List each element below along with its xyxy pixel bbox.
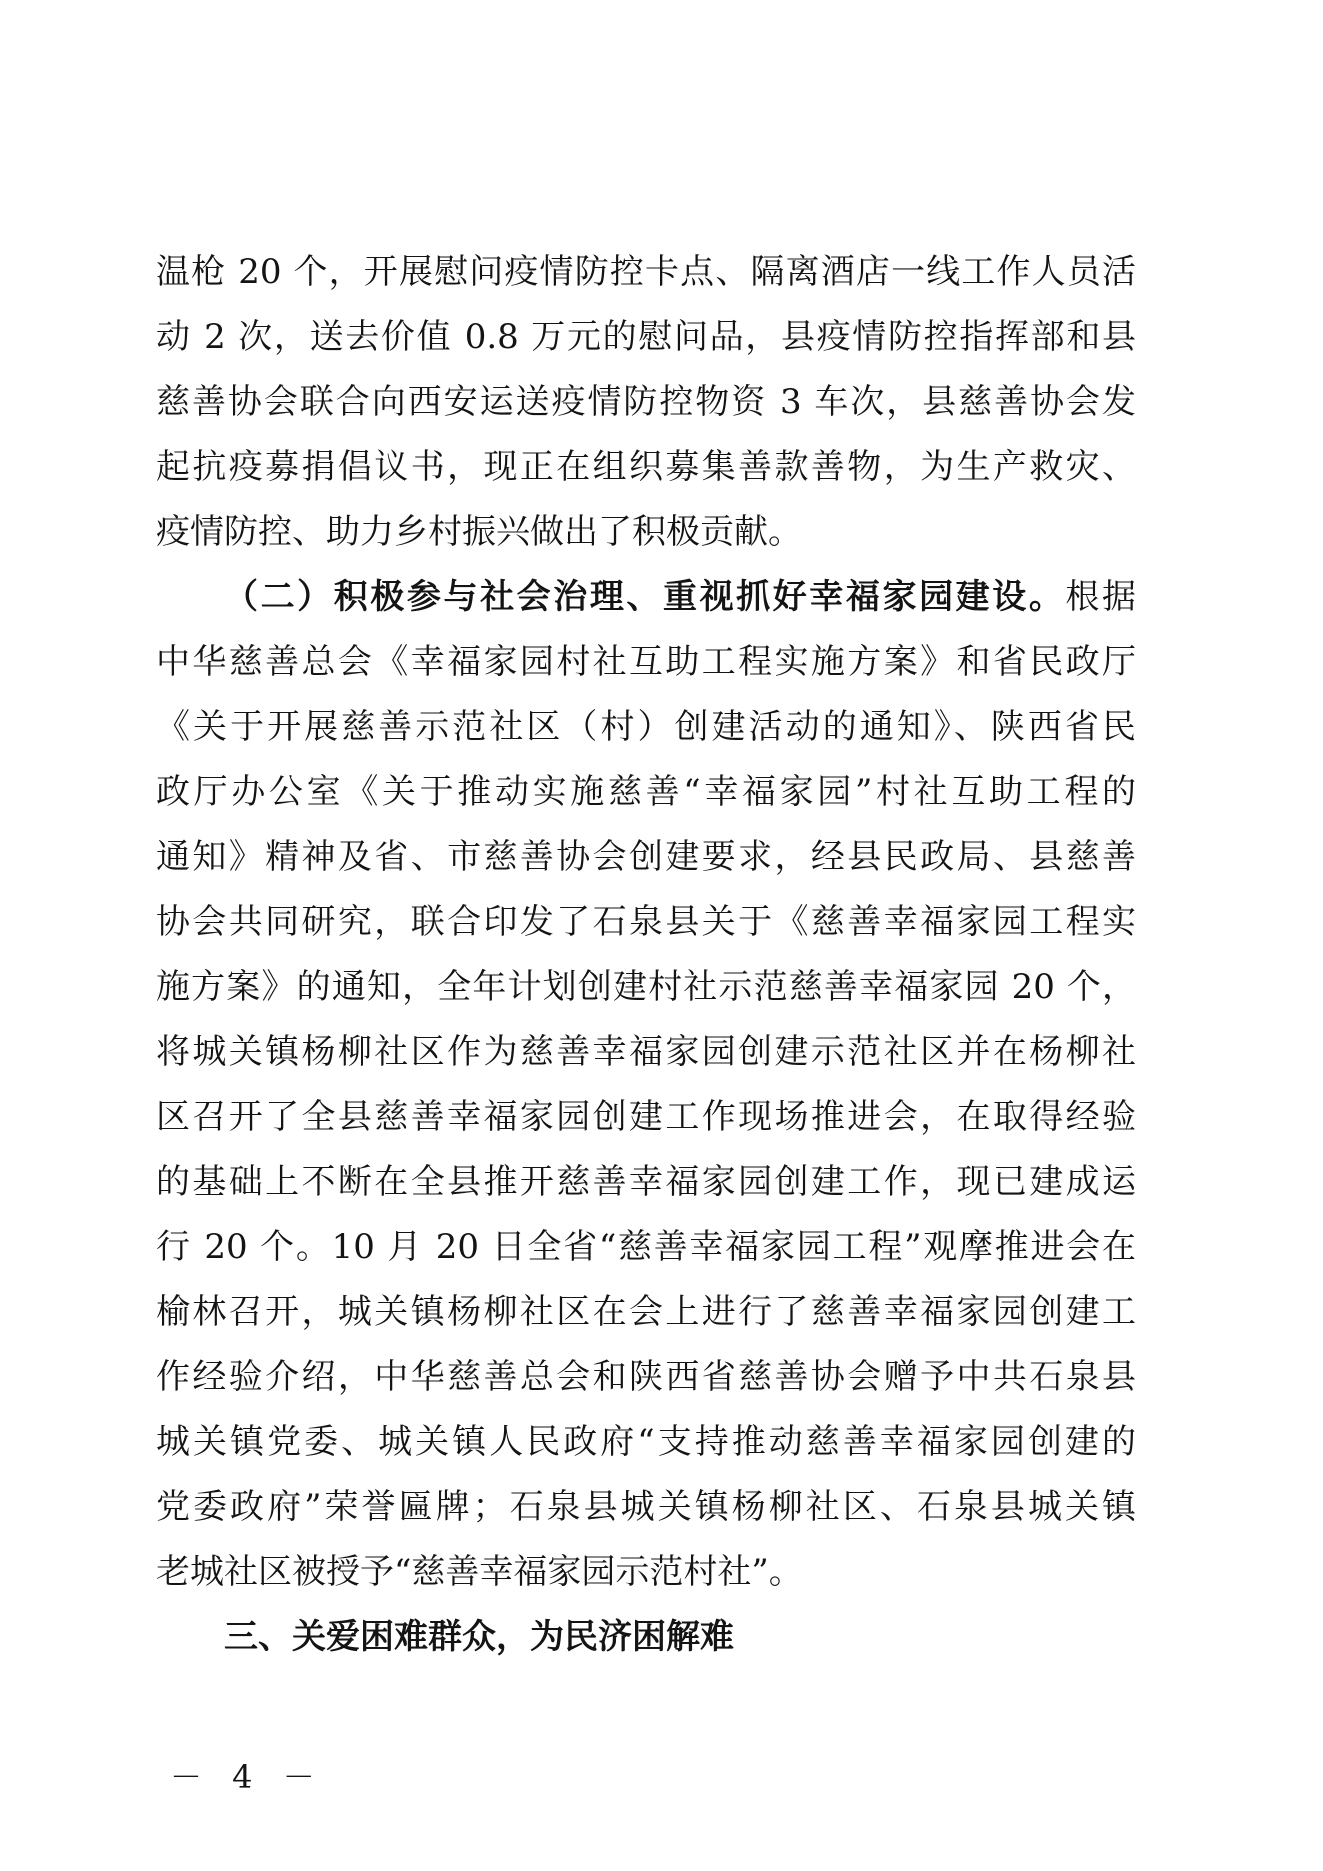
section-2-lead-line — [156, 565, 1136, 630]
text-line: 将城关镇杨柳社区作为慈善幸福家园创建示范社区并在杨柳社 — [156, 1032, 1136, 1072]
text-line: 作经验介绍，中华慈善总会和陕西省慈善协会赠予中共石泉县 — [156, 1357, 1136, 1397]
text-line: 党委政府”荣誉匾牌；石泉县城关镇杨柳社区、石泉县城关镇 — [156, 1487, 1136, 1527]
text-line: 疫情防控、助力乡村振兴做出了积极贡献。 — [156, 512, 802, 552]
text-line: 慈善协会联合向西安运送疫情防控物资 3 车次，县慈善协会发 — [156, 382, 1136, 422]
section-2-heading: （二）积极参与社会治理、重视抓好幸福家园建设。 — [224, 577, 1066, 617]
text-line: 通知》精神及省、市慈善协会创建要求，经县民政局、县慈善 — [156, 837, 1136, 877]
text-line: 榆林召开，城关镇杨柳社区在会上进行了慈善幸福家园创建工 — [156, 1292, 1136, 1332]
text-line: 协会共同研究，联合印发了石泉县关于《慈善幸福家园工程实 — [156, 902, 1136, 942]
text-line: 中华慈善总会《幸福家园村社互助工程实施方案》和省民政厅 — [156, 642, 1136, 682]
text-line: 政厅办公室《关于推动实施慈善“幸福家园”村社互助工程的 — [156, 772, 1136, 812]
page-number: － 4 － — [170, 1758, 325, 1796]
text-line: 温枪 20 个，开展慰问疫情防控卡点、隔离酒店一线工作人员活 — [156, 252, 1136, 292]
text-line: 动 2 次，送去价值 0.8 万元的慰问品，县疫情防控指挥部和县 — [156, 317, 1136, 357]
document-body — [156, 240, 1136, 1670]
section-3-heading: 三、关爱困难群众，为民济困解难 — [224, 1617, 734, 1657]
section-2-lead-text: 根据 — [1065, 577, 1137, 617]
text-line: 城关镇党委、城关镇人民政府“支持推动慈善幸福家园创建的 — [156, 1422, 1136, 1462]
text-line: 老城社区被授予“慈善幸福家园示范村社”。 — [156, 1552, 803, 1592]
text-line: 的基础上不断在全县推开慈善幸福家园创建工作，现已建成运 — [156, 1162, 1136, 1202]
text-line: 施方案》的通知，全年计划创建村社示范慈善幸福家园 20 个， — [156, 967, 1136, 1007]
text-line: 起抗疫募捐倡议书，现正在组织募集善款善物，为生产救灾、 — [156, 447, 1136, 487]
text-line: 区召开了全县慈善幸福家园创建工作现场推进会，在取得经验 — [156, 1097, 1136, 1137]
text-line: 行 20 个。10 月 20 日全省“慈善幸福家园工程”观摩推进会在 — [156, 1227, 1136, 1267]
text-line: 《关于开展慈善示范社区（村）创建活动的通知》、陕西省民 — [156, 707, 1136, 747]
